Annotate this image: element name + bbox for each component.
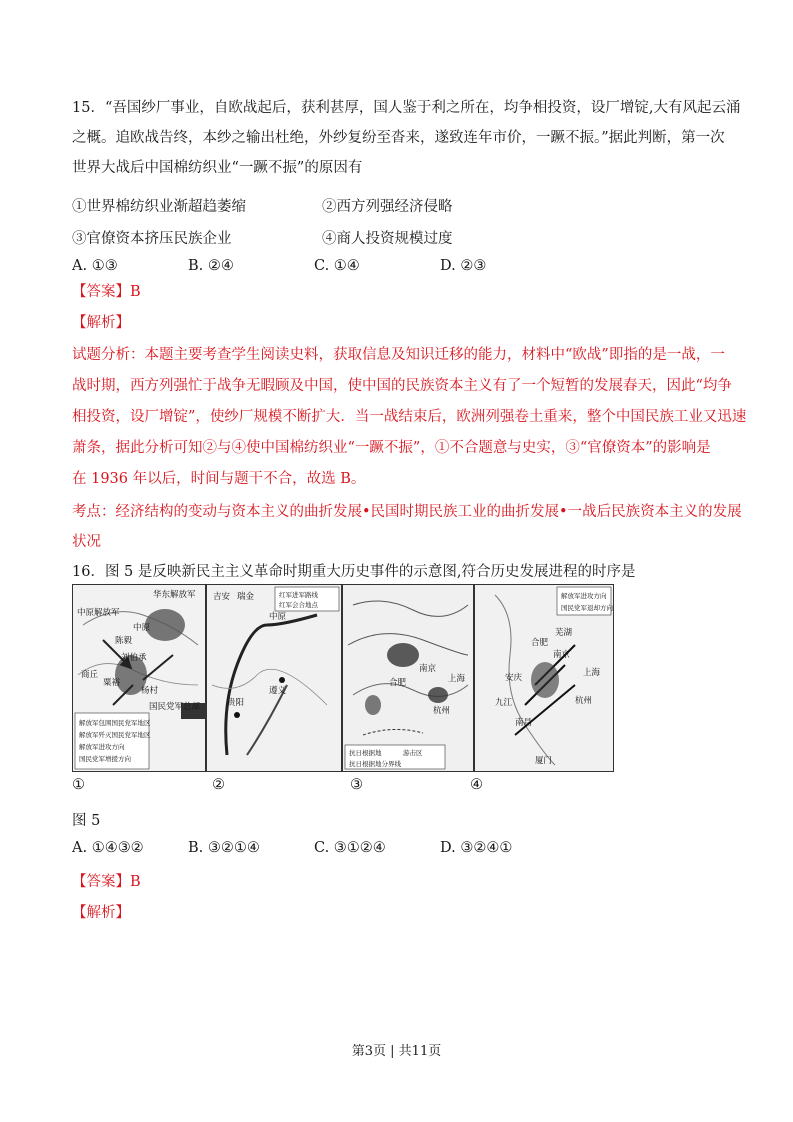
map-2-label-3: 中原: [269, 612, 287, 622]
q15-analysis-line-2: 战时期，西方列强忙于战争无暇顾及中国，使中国的民族资本主义有了一个短暂的发展春天，因此“均争: [72, 378, 732, 394]
map-4: [474, 584, 614, 772]
q15-stem-line-1: 15．“吾国纱厂事业，自欧战起后，获利甚厚，国人鉴于利之所在，均争相投资，设厂增锭,大有风起云涌: [72, 100, 741, 116]
map-3-label-4: 合肥: [389, 678, 407, 688]
map-2-legend-2: 红军会合地点: [279, 601, 318, 609]
map-3: [342, 584, 474, 772]
q15-item-1: ①世界棉纺织业渐超趋萎缩: [72, 199, 246, 215]
map-1-label-7: 杨村: [141, 686, 159, 696]
figure-label: 图 5: [72, 813, 101, 829]
q15-choice-c: C. ①④: [314, 258, 360, 274]
map-1: [72, 584, 206, 772]
map-3-number: ③: [350, 777, 363, 793]
q15-choice-a: A. ①③: [72, 258, 118, 274]
map-4-legend-2: 国民党军退却方向: [561, 604, 613, 612]
q15-analysis-line-5: 在 1936 年以后，时间与题干不合，故选 B。: [72, 471, 366, 487]
map-4-label-9: 厦门: [535, 756, 553, 766]
map-1-legend-4: 国民党军增援方向: [79, 755, 131, 763]
q15-stem-line-3: 世界大战后中国棉纺织业“一蹶不振”的原因有: [72, 160, 363, 176]
map-4-label-6: 芜湖: [555, 628, 573, 638]
q15-analysis-line-3: 相投资，设厂增锭”，使纱厂规模不断扩大．当一战结束后，欧洲列强卷土重来，整个中国民族工业又迅速: [72, 409, 747, 425]
map-4-label-8: 南昌: [515, 718, 533, 728]
map-4-label-7: 九江: [495, 698, 513, 708]
map-2-legend-1: 红军进军路线: [279, 591, 318, 599]
q15-analysis-label: 【解析】: [72, 315, 130, 331]
q16-choice-c: C. ③①②④: [314, 840, 386, 856]
q16-choice-d: D. ③②④①: [440, 840, 513, 856]
map-2: [206, 584, 342, 772]
q16-stem: 16．图 5 是反映新民主主义革命时期重大历史事件的示意图,符合历史发展进程的时序是: [72, 564, 636, 580]
map-1-legend-2: 解放军歼灭国民党军地区: [79, 731, 151, 739]
map-1-label-4: 刘伯承: [121, 653, 147, 663]
map-1-label-2: 华东解放军: [153, 590, 196, 600]
map-3-label-2: 上海: [448, 674, 466, 684]
map-1-label-5: 粟裕: [103, 678, 121, 688]
map-4-label-1: 合肥: [531, 638, 549, 648]
q16-choice-a: A. ①④③②: [72, 840, 144, 856]
page-footer: 第3页 | 共11页: [351, 1044, 442, 1059]
q15-analysis-line-4: 萧条，据此分析可知②与④使中国棉纺织业“一蹶不振”，①不合题意与史实，③“官僚资本”的影响是: [72, 440, 711, 456]
map-2-number: ②: [212, 777, 225, 793]
map-4-label-2: 安庆: [505, 673, 523, 683]
map-3-legend-3: 抗日根据地分界线: [349, 760, 401, 768]
q15-stem-line-2: 之概。追欧战告终，本纱之输出杜绝，外纱复纷至沓来，遂致连年市价，一蹶不振。”据此判断，第一次: [72, 130, 725, 146]
q15-item-2: ②西方列强经济侵略: [322, 199, 453, 215]
map-3-legend-2: 游击区: [403, 749, 423, 757]
map-2-label-4: 贵阳: [227, 698, 245, 708]
map-4-legend-1: 解放军进攻方向: [561, 592, 607, 600]
map-1-label-9: 中原: [133, 623, 151, 633]
map-1-label-3: 陈毅: [115, 636, 133, 646]
map-4-label-4: 上海: [583, 668, 601, 678]
map-1-number: ①: [72, 777, 85, 793]
map-1-legend-1: 解放军包围国民党军地区: [79, 719, 151, 727]
map-1-label-1: 中原解放军: [77, 608, 120, 618]
q15-item-4: ④商人投资规模过度: [322, 231, 453, 247]
map-1-label-8: 国民党军总部: [149, 702, 201, 712]
map-2-label-1: 吉安: [213, 592, 231, 602]
map-1-legend-3: 解放军进攻方向: [79, 743, 125, 751]
map-4-label-5: 杭州: [575, 696, 593, 706]
map-4-number: ④: [470, 777, 483, 793]
map-2-label-2: 瑞金: [237, 592, 255, 602]
q16-analysis-label: 【解析】: [72, 905, 130, 921]
map-3-legend-1: 抗日根据地: [349, 749, 382, 757]
q15-choice-d: D. ②③: [440, 258, 487, 274]
q16-answer: 【答案】B: [72, 874, 141, 890]
q16-choice-b: B. ③②①④: [188, 840, 260, 856]
q15-item-3: ③官僚资本挤压民族企业: [72, 231, 232, 247]
map-1-label-6: 商丘: [81, 670, 99, 680]
map-4-label-3: 南京: [553, 650, 571, 660]
q15-kaodian-line-1: 考点：经济结构的变动与资本主义的曲折发展•民国时期民族工业的曲折发展•一战后民族资本主义的发展: [72, 504, 742, 520]
map-2-label-5: 遵义: [269, 686, 287, 696]
q15-choice-b: B. ②④: [188, 258, 234, 274]
map-3-label-1: 南京: [419, 664, 437, 674]
map-3-label-3: 杭州: [433, 706, 451, 716]
q15-analysis-line-1: 试题分析：本题主要考查学生阅读史料，获取信息及知识迁移的能力，材料中“欧战”即指的是一战，一: [72, 347, 725, 363]
q15-kaodian-line-2: 状况: [72, 534, 101, 550]
q15-answer: 【答案】B: [72, 284, 141, 300]
